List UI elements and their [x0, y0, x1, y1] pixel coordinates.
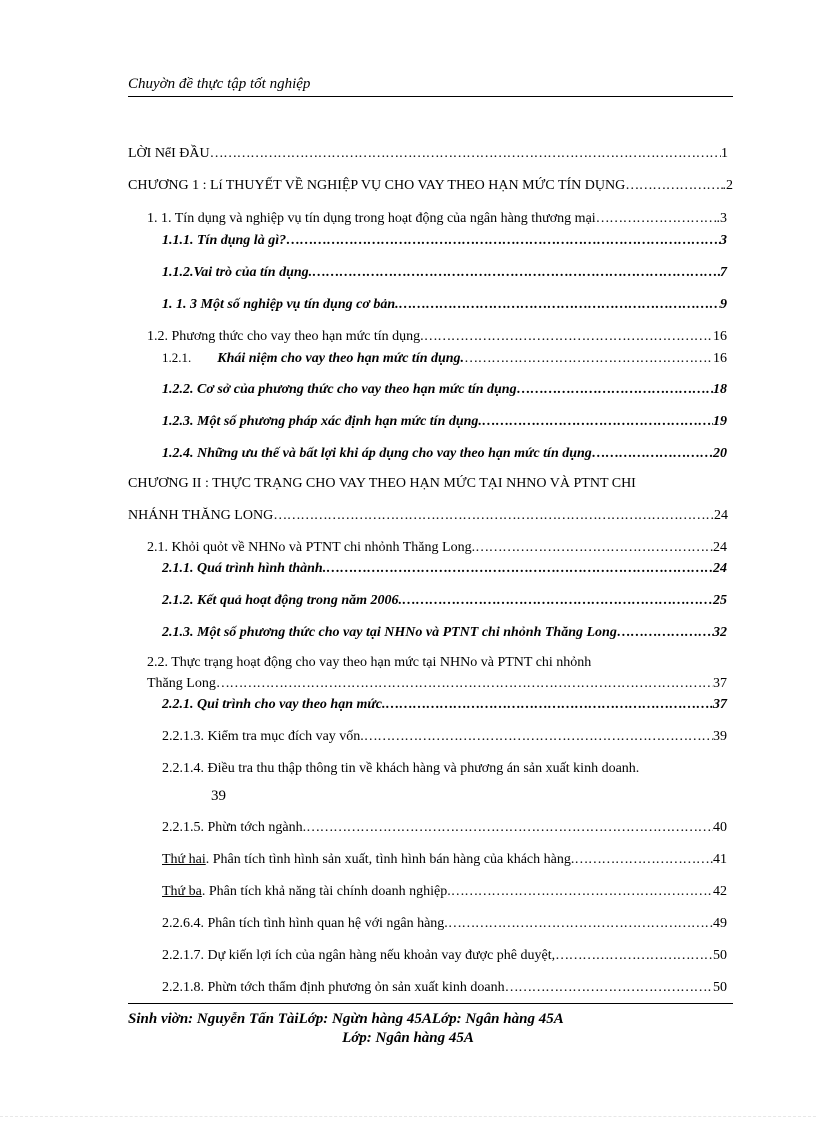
toc-leader [596, 210, 717, 228]
toc-entry[interactable] [162, 915, 727, 933]
toc-entry[interactable] [162, 851, 727, 869]
toc-entry[interactable] [128, 177, 733, 195]
page-break-line [0, 1116, 816, 1117]
toc-leader [424, 328, 713, 346]
toc-entry-lead: Thứ hai [162, 852, 206, 867]
toc-leader [451, 883, 713, 901]
toc-entry[interactable] [162, 883, 727, 901]
toc-page-number: 24 [713, 540, 727, 555]
toc-entry[interactable] [147, 675, 727, 693]
toc-entry-label: Thăng Long [147, 676, 216, 691]
toc-leader [312, 264, 720, 282]
toc-entry-label: . Phân tích tình hình sản xuất, tình hình bán hàng của khách hàng. [205, 852, 575, 867]
toc-entry-label: 1.2.2. Cơ sở của phương thức cho vay theo hạn mức tín dụng [162, 382, 517, 397]
toc-page-number: 18 [713, 382, 727, 397]
toc-page-number: 41 [713, 852, 727, 867]
toc-entry[interactable] [162, 819, 727, 837]
footer-class-line: Lớp: Ngân hàng 45A [342, 1030, 474, 1046]
toc-page-number: 16 [713, 329, 727, 344]
toc-leader [517, 381, 713, 399]
toc-entry[interactable] [162, 445, 727, 463]
toc-entry-lead: Thứ ba [162, 884, 202, 899]
toc-page-number: 25 [713, 593, 727, 608]
toc-entry-label: 2.2.1.8. Phừn tớch thẩm định phương ỏn sản xuất kinh doanh [162, 980, 505, 995]
toc-page-number: 50 [713, 948, 727, 963]
toc-entry[interactable] [162, 947, 727, 965]
toc-entry-label: 1. 1. Tín dụng và nghiệp vụ tín dụng trong hoạt động của ngân hàng thương mại [147, 211, 596, 226]
toc-page-number: 3 [720, 233, 727, 248]
toc-entry[interactable] [162, 296, 727, 314]
toc-entry-label: 2.2.1.5. Phừn tớch ngành. [162, 820, 307, 835]
toc-entry-first-line[interactable]: 2.2.1.4. Điều tra thu thập thông tin về khách hàng và phương án sản xuất kinh doanh. [162, 761, 640, 776]
toc-page-number: 49 [713, 916, 727, 931]
toc-leader [574, 851, 713, 869]
toc-entry[interactable] [162, 592, 727, 610]
toc-entry[interactable] [162, 232, 727, 250]
toc-leader [464, 350, 713, 368]
toc-page-number: 32 [713, 625, 727, 640]
toc-entry-label: Khái niệm cho vay theo hạn mức tín dụng. [217, 351, 465, 366]
toc-entry-first-line: CHƯƠNG II : THỰC TRẠNG CHO VAY THEO HẠN MỨC TẠI NHNO VÀ PTNT CHI [128, 476, 636, 491]
toc-leader [592, 445, 713, 463]
toc-leader [617, 624, 713, 642]
toc-entry-label: 1.2.3. Một số phương pháp xác định hạn mức tín dụng. [162, 414, 482, 429]
toc-entry-label: LỜI NểI ĐẦU [128, 146, 210, 161]
toc-entry[interactable] [162, 413, 727, 431]
toc-entry-label: 2.1.3. Một số phương thức cho vay tại NHNo và PTNT chi nhỏnh Thăng Long [162, 625, 617, 640]
toc-leader [555, 947, 713, 965]
toc-leader [402, 592, 713, 610]
toc-entry[interactable] [162, 381, 727, 399]
toc-entry-label: 2.1.1. Quá trình hình thành. [162, 561, 327, 576]
toc-entry-label: 1.1.2.Vai trò của tín dụng. [162, 265, 313, 280]
toc-entry[interactable] [162, 624, 727, 642]
toc-leader [505, 979, 713, 997]
toc-page-number: 42 [713, 884, 727, 899]
toc-entry[interactable] [128, 507, 728, 525]
toc-entry[interactable] [162, 696, 727, 714]
toc-entry-label: 1. 1. 3 Một số nghiệp vụ tín dụng cơ bản. [162, 297, 399, 312]
toc-page-number: 37 [713, 676, 727, 691]
toc-leader [364, 728, 713, 746]
toc-leader [482, 413, 713, 431]
toc-page-number: .3 [716, 211, 727, 226]
toc-entry-label: 2.1. Khỏi quỏt về NHNo và PTNT chi nhỏnh Thăng Long. [147, 540, 476, 555]
toc-page-number: 50 [713, 980, 727, 995]
toc-entry-label: 2.2.1. Qui trình cho vay theo hạn mức. [162, 697, 386, 712]
toc-leader [210, 145, 721, 163]
toc-leader [273, 507, 714, 525]
toc-leader [216, 675, 713, 693]
toc-entry-label: 1.2.4. Những ưu thế và bất lợi khi áp dụng cho vay theo hạn mức tín dụng [162, 446, 592, 461]
toc-page-number: 1 [721, 146, 728, 161]
toc-leader [326, 560, 713, 578]
toc-page-number: 16 [713, 351, 727, 366]
toc-entry-number: 1.2.1. [162, 350, 192, 365]
toc-page-number: 7 [720, 265, 727, 280]
header-title: Chuyờn đề thực tập tốt nghiệp [128, 76, 311, 92]
toc-entry-label: . Phân tích khả năng tài chính doanh nghiệp. [201, 884, 451, 899]
toc-page-number: .2 [722, 178, 733, 193]
toc-page-number: 40 [713, 820, 727, 835]
footer-student-line: Sinh viờn: Nguyễn Tấn TàiLớp: Ngừn hàng 45ALớp: Ngân hàng 45A [128, 1011, 564, 1027]
toc-entry-label: 2.2.1.7. Dự kiến lợi ích của ngân hàng nếu khoản vay được phê duyệt, [162, 948, 556, 963]
toc-entry-label: 1.2. Phương thức cho vay theo hạn mức tín dụng. [147, 329, 424, 344]
toc-entry-label: NHÁNH THĂNG LONG [128, 508, 274, 523]
toc-entry[interactable] [162, 728, 727, 746]
toc-entry-label: CHƯƠNG 1 : Lí THUYẾT VỀ NGHIỆP VỤ CHO VAY THEO HẠN MỨC TÍN DỤNG [128, 178, 626, 193]
toc-entry[interactable] [162, 349, 727, 368]
toc-entry[interactable] [147, 539, 727, 557]
toc-entry[interactable] [147, 328, 727, 346]
toc-entry-label: 2.2.1.3. Kiểm tra mục đích vay vốn. [162, 729, 364, 744]
toc-entry[interactable] [162, 264, 727, 282]
toc-entry[interactable] [147, 210, 727, 228]
toc-entry-first-line: 2.2. Thực trạng hoạt động cho vay theo hạn mức tại NHNo và PTNT chi nhỏnh [147, 655, 592, 670]
toc-entry-label: 2.2.6.4. Phân tích tình hình quan hệ với ngân hàng. [162, 916, 448, 931]
toc-leader [625, 177, 722, 195]
footer-divider [128, 1003, 733, 1004]
toc-page-number: 24 [714, 508, 728, 523]
toc-leader [385, 696, 713, 714]
toc-page-number: 24 [713, 561, 727, 576]
toc-page-number: 20 [713, 446, 727, 461]
toc-leader [475, 539, 713, 557]
toc-entry-label: 1.1.1. Tín dụng là gì? [162, 233, 287, 248]
toc-leader [399, 296, 720, 314]
toc-leader [306, 819, 713, 837]
toc-page-number: 39 [211, 788, 226, 804]
toc-leader [448, 915, 713, 933]
toc-entry[interactable] [162, 979, 727, 997]
toc-entry-label: 2.1.2. Kết quả hoạt động trong năm 2006. [162, 593, 402, 608]
toc-page-number: 37 [713, 697, 727, 712]
toc-page-number: 9 [720, 297, 727, 312]
toc-page-number: 19 [713, 414, 727, 429]
toc-page-number: 39 [713, 729, 727, 744]
toc-entry[interactable] [128, 145, 728, 163]
toc-entry[interactable] [162, 560, 727, 578]
toc-leader [286, 232, 720, 250]
